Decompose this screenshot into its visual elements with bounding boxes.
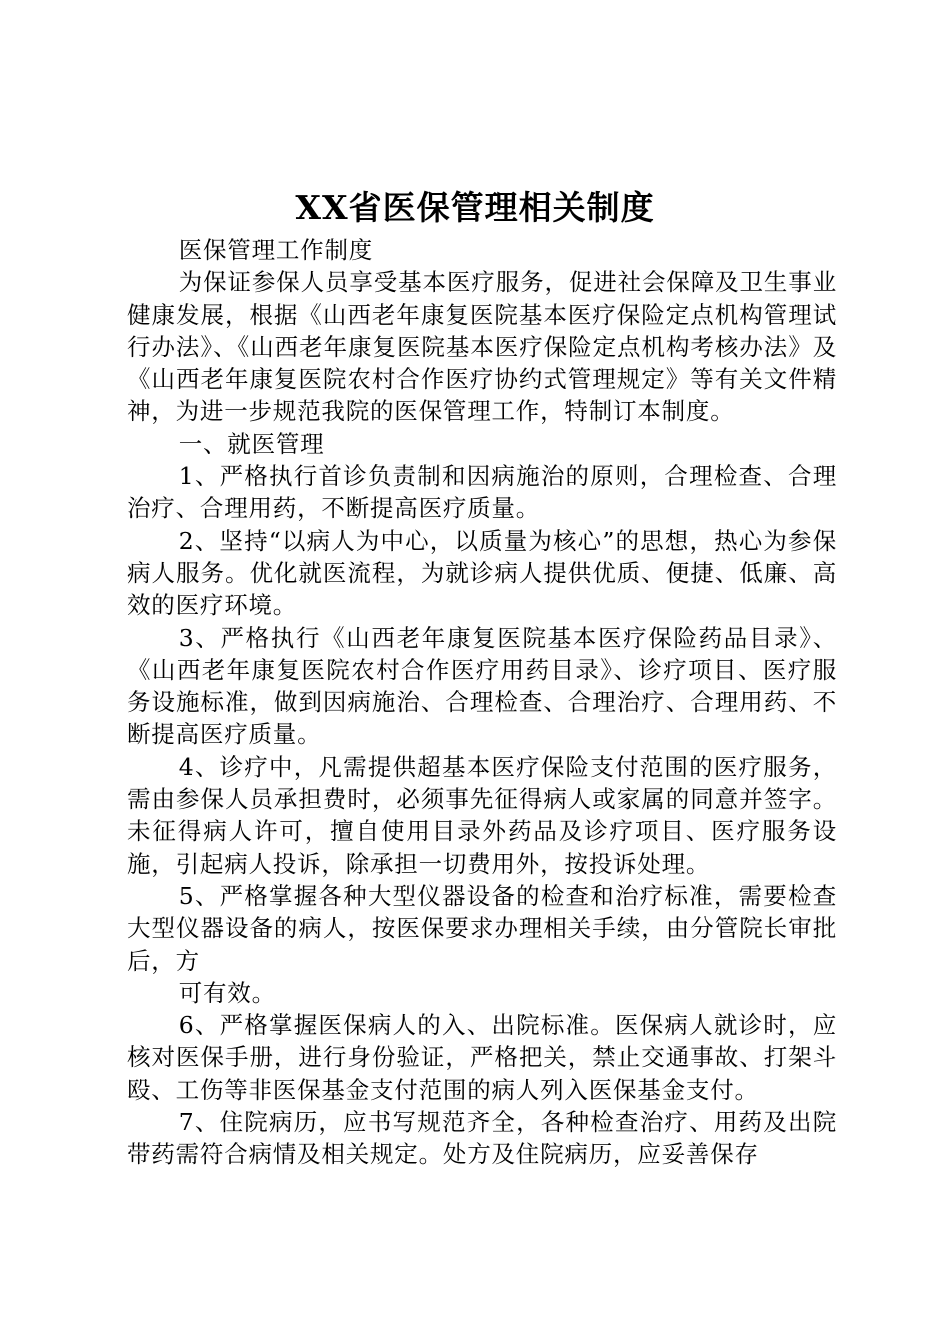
paragraph: 3、严格执行《山西老年康复医院基本医疗保险药品目录》、《山西老年康复医院农村合作医疗用药目录》、诊疗项目、医疗服务设施标准，做到因病施治、合理检查、合理治疗、合理用药、不断提高医疗质量。: [127, 623, 837, 749]
document-title: XX省医保管理相关制度: [295, 188, 655, 227]
paragraph: 1、严格执行首诊负责制和因病施治的原则，合理检查、合理治疗、合理用药，不断提高医疗质量。: [127, 462, 837, 523]
paragraph: 2、坚持“以病人为中心，以质量为核心”的思想，热心为参保病人服务。优化就医流程，为就诊病人提供优质、便捷、低廉、高效的医疗环境。: [127, 526, 837, 620]
paragraph: 可有效。: [178, 978, 276, 1007]
paragraph: 5、严格掌握各种大型仪器设备的检查和治疗标准，需要检查大型仪器设备的病人，按医保要求办理相关手续，由分管院长审批后，方: [127, 881, 837, 975]
document-body: [127, 234, 837, 1171]
paragraph: 4、诊疗中，凡需提供超基本医疗保险支付范围的医疗服务，需由参保人员承担费时，必须事先征得病人或家属的同意并签字。未征得病人许可，擅自使用目录外药品及诊疗项目、医疗服务设施，引起病人投诉，除承担一切费用外，按投诉处理。: [127, 752, 837, 878]
section-heading: 医保管理工作制度: [178, 236, 374, 264]
paragraph: 7、住院病历，应书写规范齐全，各种检查治疗、用药及出院带药需符合病情及相关规定。处方及住院病历，应妥善保存: [127, 1108, 837, 1169]
section-heading: 一、就医管理: [178, 429, 325, 458]
paragraph: 6、严格掌握医保病人的入、出院标准。医保病人就诊时，应核对医保手册，进行身份验证，严格把关，禁止交通事故、打架斗殴、工伤等非医保基金支付范围的病人列入医保基金支付。: [127, 1011, 837, 1104]
paragraph: 为保证参保人员享受基本医疗服务，促进社会保障及卫生事业健康发展，根据《山西老年康复医院基本医疗保险定点机构管理试行办法》、《山西老年康复医院基本医疗保险定点机构考核办法》及《山西老年康复医院农村合作医疗协约式管理规定》等有关文件精神，为进一步规范我院的医保管理工作，特制订本制度。: [127, 268, 837, 426]
